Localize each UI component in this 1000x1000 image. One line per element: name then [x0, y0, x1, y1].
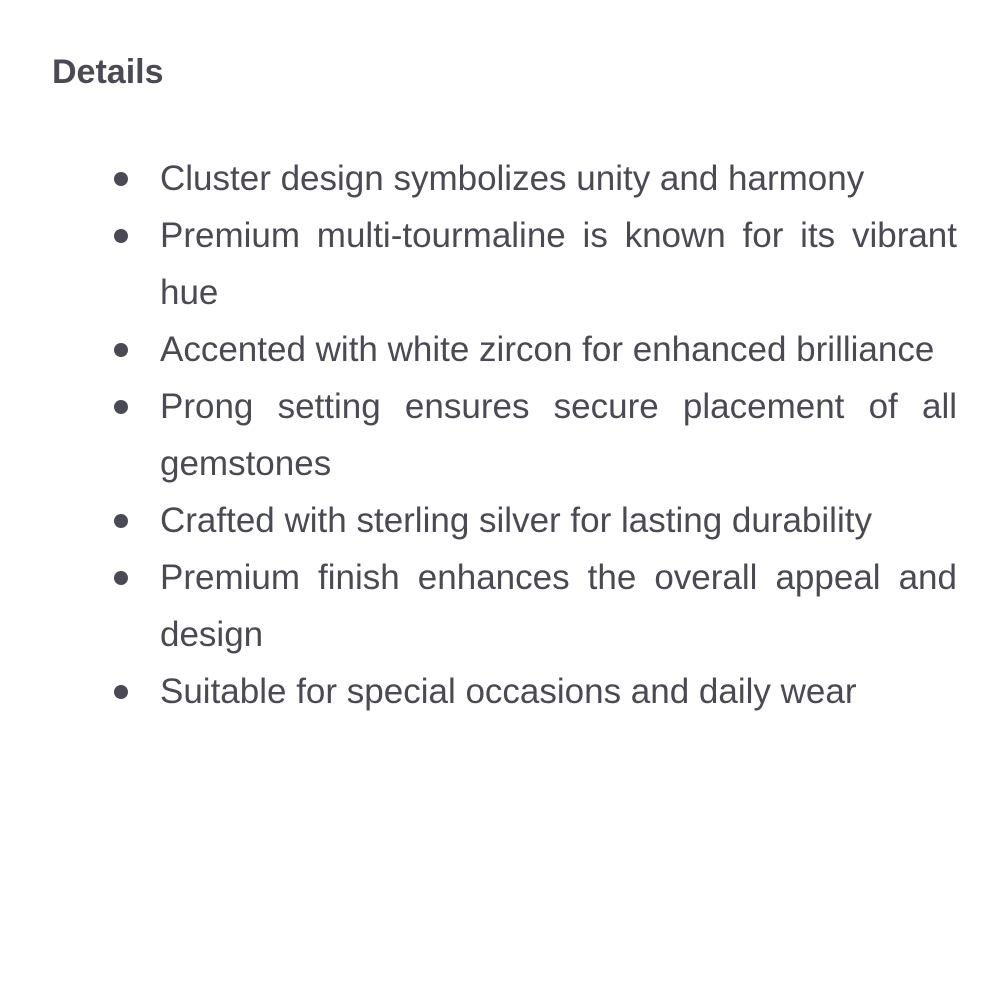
list-item: [160, 549, 957, 663]
list-item-text: Accented with white zircon for enhanced brilliance: [160, 330, 935, 369]
details-heading: Details: [52, 53, 164, 91]
list-item: [160, 378, 957, 492]
bullet-icon: [114, 685, 128, 699]
list-item-text: Prong setting ensures secure placement of all gemstones: [160, 387, 957, 483]
list-item-text: Cluster design symbolizes unity and harmony: [160, 159, 865, 198]
list-item: [160, 663, 957, 720]
list-item: [160, 150, 957, 207]
list-item-text: Premium multi-tourmaline is known for its vibrant hue: [160, 216, 957, 312]
bullet-icon: [114, 514, 128, 528]
bullet-icon: [114, 229, 128, 243]
list-item-text: Suitable for special occasions and daily wear: [160, 672, 857, 711]
bullet-icon: [114, 172, 128, 186]
bullet-icon: [114, 571, 128, 585]
list-item-text: Crafted with sterling silver for lasting durability: [160, 501, 872, 540]
bullet-icon: [114, 400, 128, 414]
bullet-icon: [114, 343, 128, 357]
list-item: [160, 321, 957, 378]
list-item-text: Premium finish enhances the overall appeal and design: [160, 558, 957, 654]
details-list: [160, 150, 957, 720]
list-item: [160, 207, 957, 321]
list-item: [160, 492, 957, 549]
